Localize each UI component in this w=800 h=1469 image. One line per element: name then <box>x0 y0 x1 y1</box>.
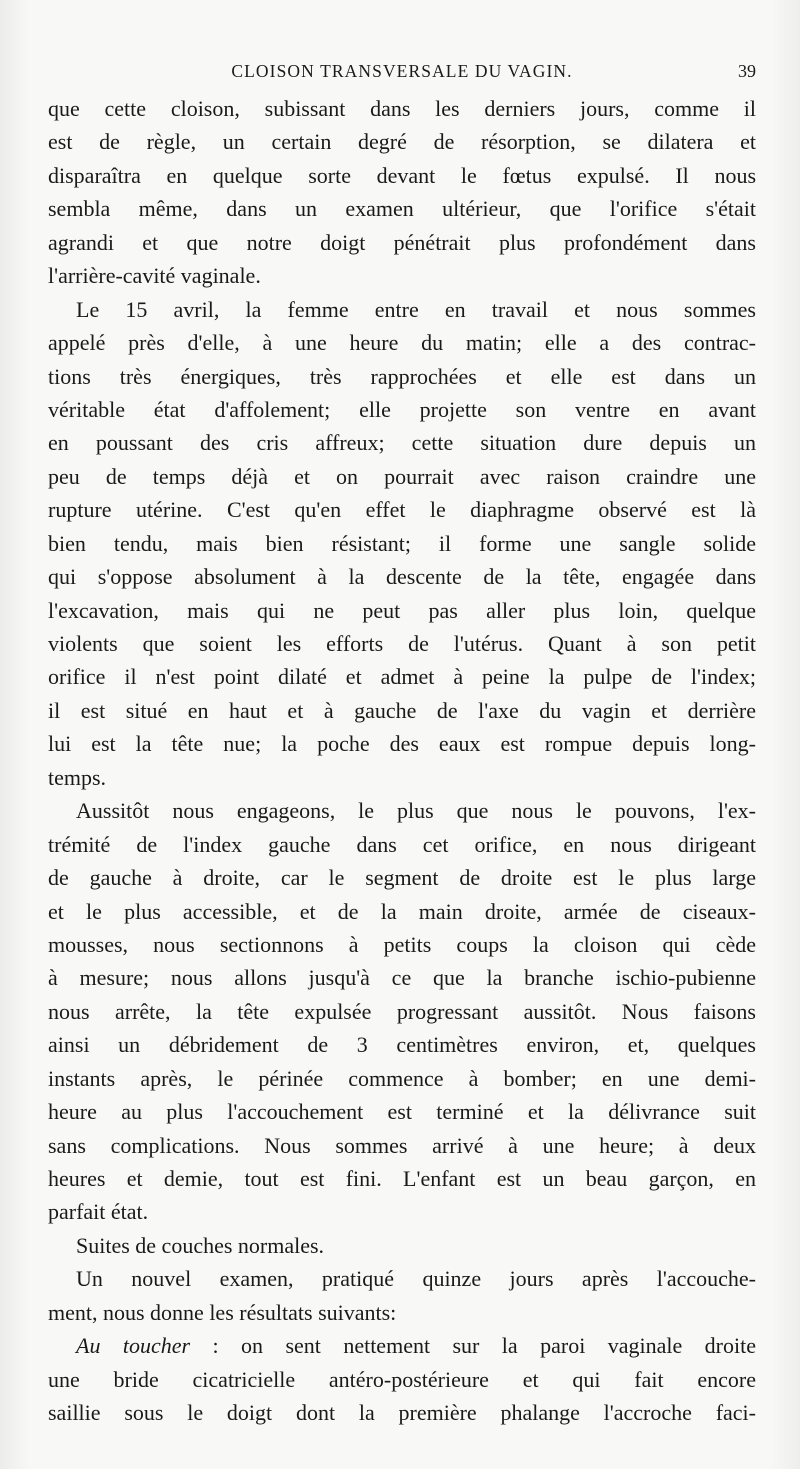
text-line: à mesure; nous allons jusqu'à ce que la branche ischio-pubienne <box>48 965 756 991</box>
text-line: l'arrière-cavité vaginale. <box>48 263 261 289</box>
body-text <box>48 92 756 1430</box>
text-line: disparaîtra en quelque sorte devant le fœtus expulsé. Il nous <box>48 162 756 188</box>
text-line: temps. <box>48 764 107 790</box>
paragraph <box>48 794 756 1229</box>
text-line: saillie sous le doigt dont la première phalange l'accroche faci- <box>48 1400 756 1426</box>
text-line: que cette cloison, subissant dans les derniers jours, comme il <box>48 96 756 121</box>
text-line: qui s'oppose absolument à la descente de la tête, engagée dans <box>48 564 756 590</box>
text-line: de gauche à droite, car le segment de droite est le plus large <box>48 865 756 891</box>
text-line: une bride cicatricielle antéro-postérieure et qui fait encore <box>48 1366 756 1392</box>
text-line: ment, nous donne les résultats suivants: <box>48 1299 397 1325</box>
text-line: ainsi un débridement de 3 centimètres environ, et, quelques <box>48 1032 756 1058</box>
running-title: CLOISON TRANSVERSALE DU VAGIN. <box>231 61 573 81</box>
text-line: sembla même, dans un examen ultérieur, que l'orifice s'était <box>48 196 756 222</box>
text-line <box>48 1329 756 1362</box>
italic-lead: Au toucher <box>76 1333 191 1359</box>
paragraph <box>48 293 756 795</box>
text-line: heures et demie, tout est fini. L'enfant est un beau garçon, en <box>48 1166 756 1191</box>
page-number: 39 <box>738 61 756 81</box>
paragraph <box>48 92 756 293</box>
paragraph <box>48 1329 756 1429</box>
text-line: heure au plus l'accouchement est terminé et la délivrance suit <box>48 1099 756 1125</box>
text-line: Suites de couches normales. <box>76 1232 325 1258</box>
text-line: il est situé en haut et à gauche de l'axe du vagin et derrière <box>48 697 756 723</box>
text-line: sans complications. Nous sommes arrivé à une heure; à deux <box>48 1132 756 1158</box>
text-line: est de règle, un certain degré de résorption, se dilatera et <box>48 129 756 155</box>
text-line: orifice il n'est point dilaté et admet à peine la pulpe de l'index; <box>48 664 756 690</box>
paragraph <box>48 1262 756 1329</box>
text-line: Le 15 avril, la femme entre en travail et nous sommes <box>76 296 756 322</box>
text-line: et le plus accessible, et de la main droite, armée de ciseaux- <box>48 898 756 924</box>
text-line: nous arrête, la tête expulsée progressant aussitôt. Nous faisons <box>48 998 756 1024</box>
text-line: Un nouvel examen, pratiqué quinze jours après l'accouche- <box>76 1266 756 1292</box>
text-line: bien tendu, mais bien résistant; il forme une sangle solide <box>48 530 756 556</box>
text-line: trémité de l'index gauche dans cet orifice, en nous dirigeant <box>48 831 756 857</box>
text-line: tions très énergiques, très rapprochées et elle est dans un <box>48 363 756 389</box>
text-line: violents que soient les efforts de l'utérus. Quant à son petit <box>48 631 756 656</box>
text-line: en poussant des cris affreux; cette situation dure depuis un <box>48 430 756 456</box>
text-line: mousses, nous sectionnons à petits coups la cloison qui cède <box>48 931 756 957</box>
text-line: instants après, le périnée commence à bomber; en une demi- <box>48 1065 756 1091</box>
text-line: Aussitôt nous engageons, le plus que nous le pouvons, l'ex- <box>76 798 756 824</box>
text-line: l'excavation, mais qui ne peut pas aller plus loin, quelque <box>48 597 756 623</box>
page-header <box>48 61 756 89</box>
text-line: lui est la tête nue; la poche des eaux est rompue depuis long- <box>48 731 756 757</box>
text-segment: : on sent nettement sur la paroi vaginale droite <box>190 1333 756 1359</box>
text-line: rupture utérine. C'est qu'en effet le diaphragme observé est là <box>48 497 756 523</box>
text-line: agrandi et que notre doigt pénétrait plus profondément dans <box>48 229 756 255</box>
text-line: véritable état d'affolement; elle projette son ventre en avant <box>48 396 756 422</box>
text-line: peu de temps déjà et on pourrait avec raison craindre une <box>48 463 756 489</box>
text-line: appelé près d'elle, à une heure du matin; elle a des contrac- <box>48 330 756 356</box>
paragraph <box>48 1229 756 1262</box>
text-line: parfait état. <box>48 1199 149 1225</box>
